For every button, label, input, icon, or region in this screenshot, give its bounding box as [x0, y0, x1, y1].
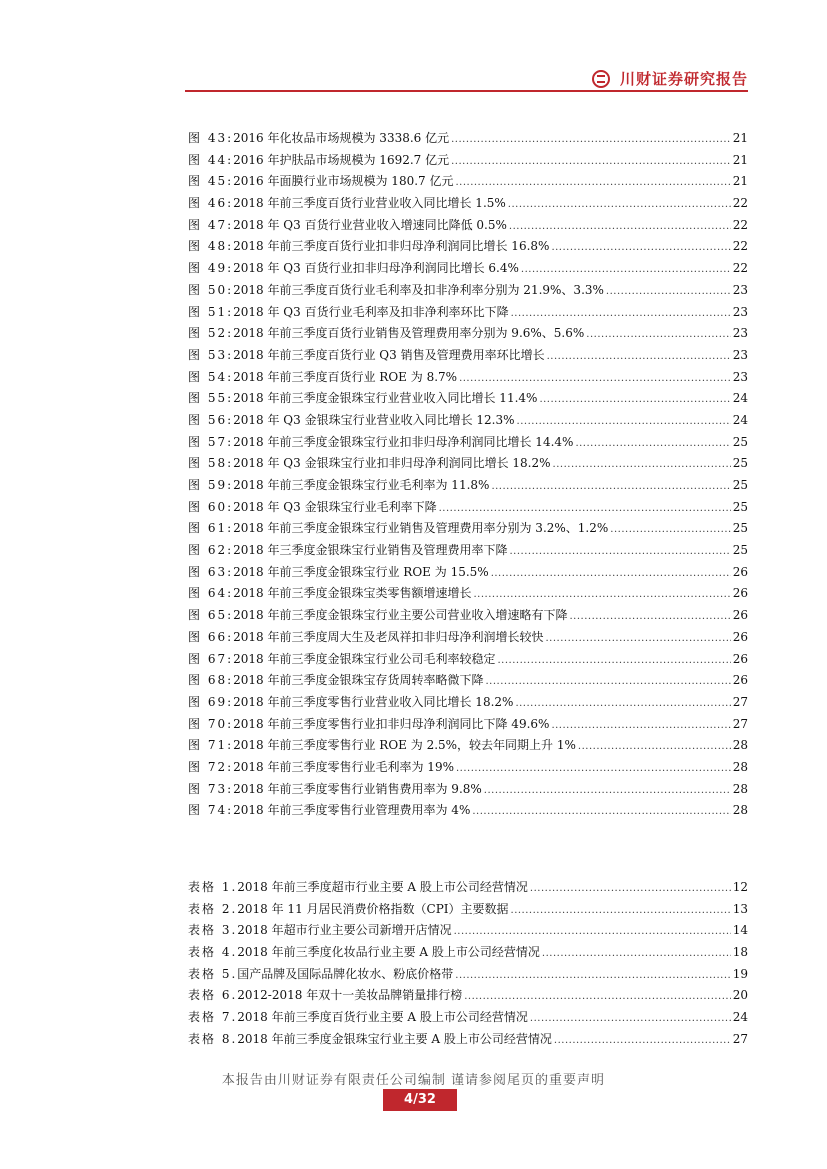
toc-entry-label: 表格 2.	[188, 901, 238, 916]
figure-entry[interactable]	[188, 453, 748, 475]
toc-leader-dots	[472, 801, 730, 823]
figure-entry[interactable]	[188, 583, 748, 605]
toc-entry-title: 2018 年 Q3 百货行业毛利率及扣非净利率环比下降	[233, 304, 509, 319]
figure-entry[interactable]	[188, 714, 748, 736]
toc-entry-page: 13	[732, 901, 748, 916]
toc-entry-page: 28	[732, 803, 748, 818]
toc-leader-dots	[575, 433, 730, 455]
toc-entry-title: 2018 年前三季度零售行业 ROE 为 2.5%，较去年同期上升 1%	[233, 738, 576, 753]
table-entry[interactable]	[188, 920, 748, 942]
toc-entry-page: 23	[732, 304, 748, 319]
figure-entry[interactable]	[188, 193, 748, 215]
toc-entry-title: 2018 年 11 月居民消费价格指数（CPI）主要数据	[237, 901, 509, 916]
figure-entry[interactable]	[188, 150, 748, 172]
toc-entry-label: 图 71:	[188, 738, 234, 753]
header-rule	[185, 90, 748, 92]
figure-index	[188, 128, 748, 822]
toc-entry-title: 2018 年 Q3 金银珠宝行业营业收入同比增长 12.3%	[233, 412, 515, 427]
toc-entry-page: 14	[732, 923, 748, 938]
toc-entry-page: 27	[732, 694, 748, 709]
figure-entry[interactable]	[188, 562, 748, 584]
figure-entry[interactable]	[188, 280, 748, 302]
toc-entry-label: 图 46:	[188, 196, 234, 211]
figure-entry[interactable]	[188, 757, 748, 779]
figure-entry[interactable]	[188, 236, 748, 258]
brand-name: 川财证券研究报告	[619, 70, 748, 88]
toc-entry-title: 2018 年前三季度金银珠宝行业主要 A 股上市公司经营情况	[237, 1031, 552, 1046]
toc-entry-label: 图 74:	[188, 803, 234, 818]
toc-entry-label: 表格 7.	[188, 1010, 238, 1025]
chuancai-logo-icon	[592, 70, 610, 88]
toc-entry-label: 表格 1.	[188, 880, 238, 894]
toc-entry-title: 2018 年前三季度百货行业扣非归母净利润同比增长 16.8%	[233, 239, 550, 254]
toc-entry-label: 图 56:	[188, 412, 234, 427]
figure-entry[interactable]	[188, 670, 748, 692]
toc-entry-title: 2018 年前三季度金银珠宝行业公司毛利率较稳定	[233, 651, 496, 666]
toc-entry-label: 图 64:	[188, 586, 234, 601]
toc-entry-label: 图 73:	[188, 781, 234, 796]
toc-entry-page: 22	[732, 196, 748, 211]
toc-leader-dots	[606, 281, 731, 303]
toc-leader-dots	[517, 411, 731, 433]
toc-entry-page: 23	[732, 369, 748, 384]
footer-disclaimer: 本报告由川财证券有限责任公司编制 谨请参阅尾页的重要声明	[221, 1073, 606, 1088]
toc-entry-page: 22	[732, 239, 748, 254]
toc-entry-title: 2018 年前三季度周大生及老凤祥扣非归母净利润增长较快	[233, 629, 544, 644]
toc-entry-title: 2018 年 Q3 百货行业营业收入增速同比降低 0.5%	[233, 217, 507, 232]
toc-leader-dots	[570, 606, 731, 628]
toc-entry-page: 12	[732, 880, 748, 894]
toc-entry-label: 图 62:	[188, 543, 234, 558]
toc-entry-label: 图 53:	[188, 347, 234, 362]
toc-entry-title: 2018 年前三季度金银珠宝行业 ROE 为 15.5%	[233, 564, 489, 579]
toc-entry-title: 2018 年超市行业主要公司新增开店情况	[237, 923, 452, 938]
figure-entry[interactable]	[188, 497, 748, 519]
figure-entry[interactable]	[188, 692, 748, 714]
toc-entry-label: 图 51:	[188, 304, 234, 319]
toc-entry-title: 2018 年 Q3 百货行业扣非归母净利润同比增长 6.4%	[233, 261, 519, 276]
figure-entry[interactable]	[188, 432, 748, 454]
toc-entry-label: 图 67:	[188, 651, 234, 666]
toc-entry-label: 图 45:	[188, 174, 234, 189]
toc-leader-dots	[484, 780, 731, 802]
toc-leader-dots	[539, 389, 730, 411]
toc-leader-dots	[459, 368, 731, 390]
figure-entry[interactable]	[188, 388, 748, 410]
page-header	[185, 64, 748, 92]
toc-entry-title: 2018 年前三季度百货行业主要 A 股上市公司经营情况	[237, 1010, 528, 1025]
toc-entry-title: 2018 年前三季度零售行业管理费用率为 4%	[233, 803, 471, 818]
table-entry[interactable]	[188, 1007, 748, 1029]
toc-entry-label: 图 59:	[188, 478, 234, 492]
toc-entry-title: 2018 年前三季度超市行业主要 A 股上市公司经营情况	[237, 880, 528, 894]
toc-leader-dots	[464, 986, 731, 1008]
toc-leader-dots	[542, 943, 731, 965]
figure-entry[interactable]	[188, 302, 748, 324]
table-index	[188, 877, 748, 1051]
figure-entry[interactable]	[188, 649, 748, 671]
toc-entry-label: 表格 8.	[188, 1031, 238, 1046]
toc-entry-page: 26	[732, 586, 748, 601]
table-entry[interactable]	[188, 899, 748, 921]
toc-entry-page: 25	[732, 521, 748, 536]
toc-leader-dots	[610, 519, 730, 541]
table-entry[interactable]	[188, 877, 748, 899]
figure-entry[interactable]	[188, 627, 748, 649]
figure-entry[interactable]	[188, 540, 748, 562]
toc-entry-label: 图 47:	[188, 217, 234, 232]
toc-entry-page: 26	[732, 673, 748, 688]
toc-leader-dots	[578, 736, 731, 758]
toc-entry-page: 23	[732, 347, 748, 362]
toc-entry-label: 图 63:	[188, 564, 234, 579]
toc-entry-title: 2012-2018 年双十一美妆品牌销量排行榜	[237, 988, 463, 1003]
toc-leader-dots	[509, 216, 731, 238]
toc-leader-dots	[508, 194, 731, 216]
toc-entry-page: 22	[732, 261, 748, 276]
toc-entry-label: 图 44:	[188, 152, 234, 167]
toc-entry-page: 28	[732, 781, 748, 796]
toc-entry-title: 2018 年前三季度金银珠宝行业销售及管理费用率分别为 3.2%、1.2%	[233, 521, 609, 536]
toc-entry-title: 2018 年前三季度零售行业营业收入同比增长 18.2%	[233, 694, 514, 709]
toc-entry-title: 2018 年前三季度零售行业扣非归母净利润同比下降 49.6%	[233, 716, 550, 731]
toc-entry-label: 图 49:	[188, 261, 234, 276]
figure-entry[interactable]	[188, 171, 748, 193]
figure-entry[interactable]	[188, 735, 748, 757]
toc-entry-title: 2018 年前三季度金银珠宝类零售额增速增长	[233, 586, 472, 601]
toc-entry-title: 2018 年 Q3 金银珠宝行业扣非归母净利润同比增长 18.2%	[233, 456, 551, 471]
toc-entry-label: 图 58:	[188, 456, 234, 471]
toc-leader-dots	[521, 259, 731, 281]
table-entry[interactable]	[188, 985, 748, 1007]
toc-entry-page: 23	[732, 282, 748, 297]
figure-entry[interactable]	[188, 800, 748, 822]
toc-entry-page: 19	[732, 966, 748, 981]
figure-entry[interactable]	[188, 410, 748, 432]
table-entry[interactable]	[188, 1029, 748, 1051]
toc-entry-page: 23	[732, 326, 748, 341]
toc-entry-label: 表格 5.	[188, 966, 238, 981]
toc-entry-title: 2018 年前三季度零售行业毛利率为 19%	[233, 759, 454, 774]
toc-leader-dots	[439, 498, 731, 520]
toc-leader-dots	[474, 584, 731, 606]
toc-entry-label: 表格 3.	[188, 923, 238, 938]
toc-entry-label: 表格 6.	[188, 988, 238, 1003]
table-entry[interactable]	[188, 964, 748, 986]
toc-entry-page: 27	[732, 716, 748, 731]
toc-entry-title: 2018 年前三季度金银珠宝存货周转率略微下降	[233, 673, 484, 688]
toc-entry-label: 图 48:	[188, 239, 234, 254]
toc-entry-page: 26	[732, 629, 748, 644]
figure-entry[interactable]	[188, 367, 748, 389]
toc-leader-dots	[455, 965, 730, 987]
toc-leader-dots	[511, 900, 731, 922]
page-number: 4/32	[383, 1089, 457, 1111]
toc-entry-title: 2018 年前三季度百货行业 Q3 销售及管理费用率环比增长	[233, 347, 545, 362]
toc-entry-title: 2016 年面膜行业市场规模为 180.7 亿元	[233, 174, 454, 189]
toc-entry-title: 2018 年三季度金银珠宝行业销售及管理费用率下降	[233, 543, 508, 558]
toc-entry-page: 24	[732, 391, 748, 406]
toc-entry-label: 图 70:	[188, 716, 234, 731]
toc-entry-title: 2018 年前三季度化妆品行业主要 A 股上市公司经营情况	[237, 945, 540, 960]
toc-entry-label: 图 54:	[188, 369, 234, 384]
toc-entry-page: 25	[732, 543, 748, 558]
toc-leader-dots	[530, 878, 731, 900]
toc-leader-dots	[486, 671, 731, 693]
toc-entry-label: 图 60:	[188, 499, 234, 514]
toc-entry-page: 27	[732, 1031, 748, 1046]
toc-leader-dots	[554, 1030, 731, 1052]
toc-entry-page: 26	[732, 608, 748, 623]
toc-entry-label: 图 72:	[188, 759, 234, 774]
toc-entry-title: 2018 年 Q3 金银珠宝行业毛利率下降	[233, 499, 437, 514]
table-entry[interactable]	[188, 942, 748, 964]
toc-leader-dots	[553, 454, 731, 476]
toc-entry-page: 21	[732, 174, 748, 189]
toc-entry-label: 图 61:	[188, 521, 234, 536]
toc-entry-label: 图 55:	[188, 391, 234, 406]
figure-entry[interactable]	[188, 345, 748, 367]
toc-entry-page: 28	[732, 738, 748, 753]
toc-entry-label: 图 65:	[188, 608, 234, 623]
toc-entry-title: 2018 年前三季度金银珠宝行业营业收入同比增长 11.4%	[233, 391, 538, 406]
toc-entry-label: 表格 4.	[188, 945, 238, 960]
toc-entry-page: 25	[732, 478, 748, 492]
toc-entry-title: 2018 年前三季度金银珠宝行业扣非归母净利润同比增长 14.4%	[233, 434, 574, 449]
toc-leader-dots	[491, 476, 730, 498]
toc-leader-dots	[586, 324, 730, 346]
brand	[592, 68, 748, 89]
toc-entry-label: 图 52:	[188, 326, 234, 341]
toc-leader-dots	[451, 129, 731, 151]
toc-entry-page: 25	[732, 499, 748, 514]
toc-leader-dots	[454, 921, 731, 943]
figure-entry[interactable]	[188, 323, 748, 345]
figure-entry[interactable]	[188, 128, 748, 150]
toc-entry-title: 2016 年化妆品市场规模为 3338.6 亿元	[233, 131, 450, 145]
toc-leader-dots	[456, 758, 731, 780]
toc-entry-page: 22	[732, 217, 748, 232]
toc-entry-label: 图 57:	[188, 434, 234, 449]
toc-leader-dots	[455, 172, 730, 194]
toc-leader-dots	[491, 563, 731, 585]
toc-entry-label: 图 43:	[188, 131, 234, 145]
toc-entry-page: 26	[732, 651, 748, 666]
toc-entry-page: 26	[732, 564, 748, 579]
toc-entry-page: 24	[732, 412, 748, 427]
toc-entry-title: 2018 年前三季度百货行业毛利率及扣非净利率分别为 21.9%、3.3%	[233, 282, 604, 297]
toc-entry-title: 2018 年前三季度金银珠宝行业主要公司营业收入增速略有下降	[233, 608, 568, 623]
toc-entry-title: 2018 年前三季度百货行业营业收入同比增长 1.5%	[233, 196, 506, 211]
toc-leader-dots	[551, 715, 730, 737]
toc-leader-dots	[530, 1008, 731, 1030]
toc-leader-dots	[551, 237, 730, 259]
toc-entry-page: 25	[732, 456, 748, 471]
figure-entry[interactable]	[188, 518, 748, 540]
toc-entry-title: 2018 年前三季度金银珠宝行业毛利率为 11.8%	[233, 478, 490, 492]
toc-entry-page: 20	[732, 988, 748, 1003]
toc-leader-dots	[498, 650, 731, 672]
figure-entry[interactable]	[188, 475, 748, 497]
toc-leader-dots	[510, 541, 731, 563]
toc-entry-page: 21	[732, 131, 748, 145]
toc-entry-title: 2018 年前三季度百货行业 ROE 为 8.7%	[233, 369, 458, 384]
toc-entry-label: 图 68:	[188, 673, 234, 688]
toc-entry-label: 图 69:	[188, 694, 234, 709]
toc-entry-title: 国产品牌及国际品牌化妆水、粉底价格带	[237, 966, 454, 981]
figure-entry[interactable]	[188, 779, 748, 801]
toc-leader-dots	[546, 628, 731, 650]
toc-entry-title: 2016 年护肤品市场规模为 1692.7 亿元	[233, 152, 450, 167]
figure-entry[interactable]	[188, 215, 748, 237]
toc-entry-label: 图 66:	[188, 629, 234, 644]
figure-entry[interactable]	[188, 605, 748, 627]
toc-entry-title: 2018 年前三季度百货行业销售及管理费用率分别为 9.6%、5.6%	[233, 326, 585, 341]
figure-entry[interactable]	[188, 258, 748, 280]
toc-entry-title: 2018 年前三季度零售行业销售费用率为 9.8%	[233, 781, 482, 796]
toc-entry-page: 25	[732, 434, 748, 449]
toc-leader-dots	[515, 693, 730, 715]
toc-leader-dots	[451, 151, 731, 173]
toc-entry-page: 18	[732, 945, 748, 960]
toc-entry-page: 21	[732, 152, 748, 167]
toc-leader-dots	[547, 346, 731, 368]
toc-leader-dots	[511, 303, 731, 325]
toc-entry-page: 24	[732, 1010, 748, 1025]
toc-entry-label: 图 50:	[188, 282, 234, 297]
toc-entry-page: 28	[732, 759, 748, 774]
